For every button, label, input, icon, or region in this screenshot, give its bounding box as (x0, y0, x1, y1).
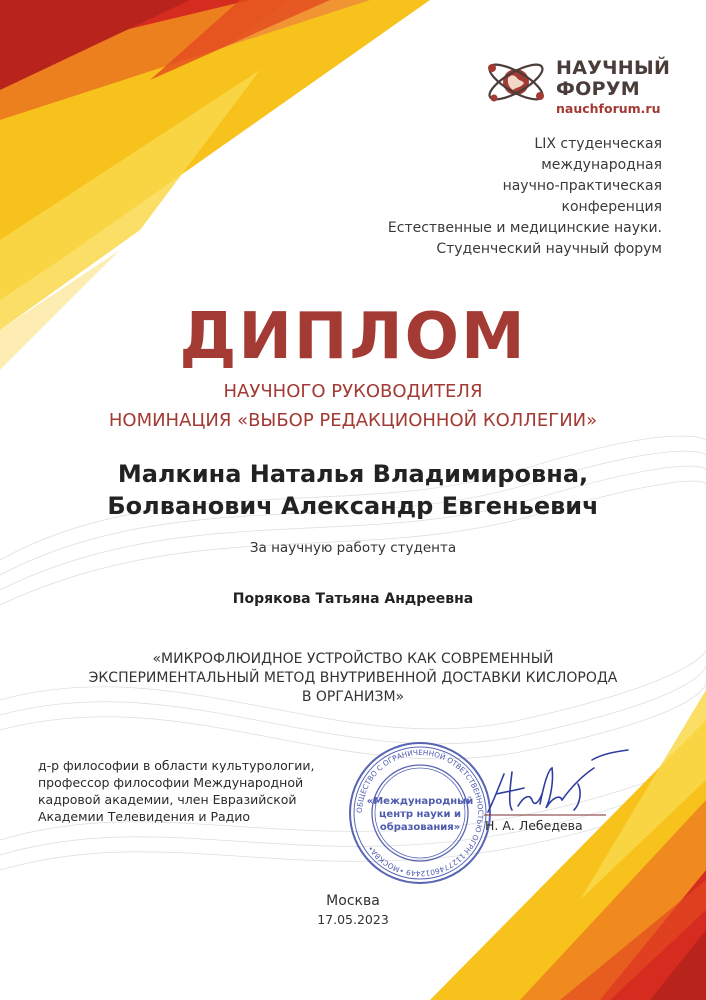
official-stamp (345, 738, 495, 888)
conference-line: Студенческий научный форум (436, 241, 662, 257)
credentials-line: кадровой академии, член Евразийской (38, 792, 297, 807)
signer-name: Н. А. Лебедева (485, 818, 583, 833)
topic-line: ЭКСПЕРИМЕНТАЛЬНЫЙ МЕТОД ВНУТРИВЕННОЙ ДОСТАВКИ КИСЛОРОДА (88, 670, 618, 686)
handwritten-signature (482, 748, 632, 828)
logo-title-line1: НАУЧНЫЙ (556, 57, 671, 79)
city: Москва (326, 893, 380, 909)
topic-line: В ОРГАНИЗМ» (301, 689, 405, 705)
credentials-line: профессор философии Международной (38, 775, 304, 790)
credentials-line: д-р философии в области культурологии, (38, 758, 315, 773)
issue-date: 17.05.2023 (317, 912, 389, 927)
atom-globe-icon (480, 50, 552, 114)
conference-info (302, 134, 662, 260)
work-intro: За научную работу студента (249, 540, 457, 556)
recipient-name: Малкина Наталья Владимировна, (117, 460, 589, 488)
diploma-subtitle: НАУЧНОГО РУКОВОДИТЕЛЯ (223, 381, 483, 402)
conference-line: международная (541, 157, 662, 173)
svg-text:«Международный: «Международный (366, 796, 474, 807)
logo-title (556, 58, 670, 100)
conference-line: LIX студенческая (534, 136, 662, 152)
signer-credentials (38, 757, 368, 825)
svg-text:центр науки и: центр науки и (379, 809, 461, 820)
svg-text:ОБЩЕСТВО С ОГРАНИЧЕННОЙ ОТВЕТС: ОБЩЕСТВО С ОГРАНИЧЕННОЙ ОТВЕТСТВЕННОСТЬЮ ОГРН 1127746012449 •МОСКВА• (354, 747, 486, 879)
conference-line: конференция (561, 199, 662, 215)
nomination-title: НОМИНАЦИЯ «ВЫБОР РЕДАКЦИОННОЙ КОЛЛЕГИИ» (108, 410, 598, 431)
recipient-names (0, 458, 706, 522)
diploma-title: ДИПЛОМ (179, 300, 527, 374)
recipient-name: Болванович Александр Евгеньевич (107, 492, 599, 520)
credentials-line: Академии Телевидения и Радио (38, 809, 251, 824)
svg-text:образования»: образования» (379, 822, 461, 833)
conference-line: научно-практическая (502, 178, 662, 194)
student-name: Порякова Татьяна Андреевна (232, 591, 474, 607)
topic-line: «МИКРОФЛЮИДНОЕ УСТРОЙСТВО КАК СОВРЕМЕННЫЙ (152, 651, 554, 667)
logo-title-line2: ФОРУМ (556, 78, 640, 100)
work-topic (20, 650, 686, 707)
logo-url: nauchforum.ru (556, 101, 661, 116)
conference-line: Естественные и медицинские науки. (387, 220, 662, 236)
